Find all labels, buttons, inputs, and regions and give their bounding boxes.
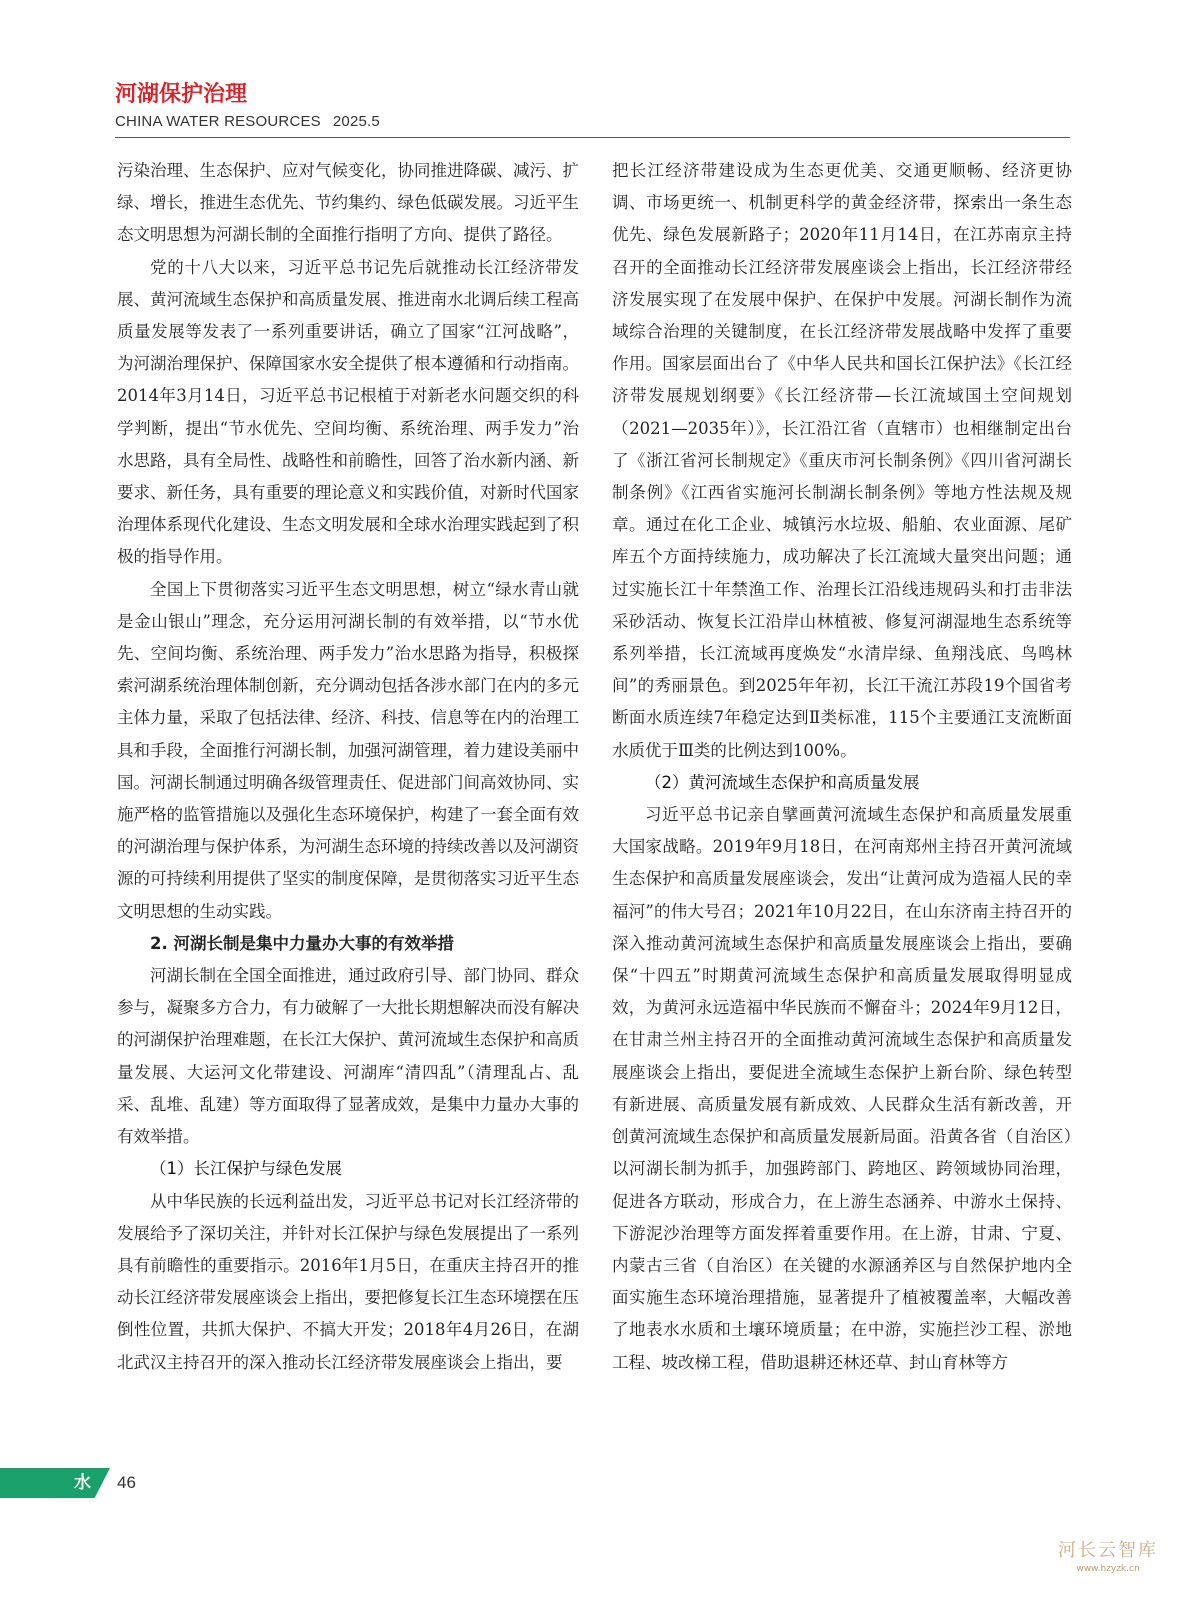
subsection-heading: （2）黄河流域生态保护和高质量发展	[645, 772, 920, 792]
footer-water-char: 水	[74, 1473, 91, 1493]
footer-green-tab	[0, 1468, 110, 1498]
page-header	[115, 80, 1070, 130]
watermark-title: 河长云智库	[1058, 1540, 1158, 1561]
paragraph: 全国上下贯彻落实习近平生态文明思想，树立“绿水青山就是金山银山”理念，充分运用河湖长制的有效举措，以“节水优先、空间均衡、系统治理、两手发力”治水思路为指导，积极探索河湖系统治理体制创新，充分调动包括各涉水部门在内的多元主体力量，采取了包括法律、经济、科技、信息等在内的治理工具和手段，全面推行河湖长制，加强河湖管理，着力建设美丽中国。河湖长制通过明确各级管理责任、促进部门间高效协同、实施严格的监管措施以及强化生态环境保护，构建了一套全面有效的河湖治理与保护体系，为河湖生态环境的持续改善以及河湖资源的可持续利用提供了坚实的制度保障，是贯彻落实习近平生态文明思想的生动实践。	[117, 579, 579, 921]
subsection-heading: （1）长江保护与绿色发展	[150, 1159, 342, 1179]
paragraph: 河湖长制在全国全面推进，通过政府引导、部门协同、群众参与，凝聚多方合力，有力破解了一大批长期想解决而没有解决的河湖保护治理难题，在长江大保护、黄河流域生态保护和高质量发展、大运河文化带建设、河湖库“清四乱”（清理乱占、乱采、乱堆、乱建）等方面取得了显著成效，是集中力量办大事的有效举措。	[117, 966, 579, 1147]
right-column	[612, 155, 1072, 1445]
watermark-url: www.hzyzk.cn	[1076, 1564, 1140, 1574]
paragraph: 党的十八大以来，习近平总书记先后就推动长江经济带发展、黄河流域生态保护和高质量发展、推进南水北调后续工程高质量发展等发表了一系列重要讲话，确立了国家“江河战略”，为河湖治理保护、保障国家水安全提供了根本遵循和行动指南。2014年3月14日，习近平总书记根植于对新老水问题交织的科学判断，提出“节水优先、空间均衡、系统治理、两手发力”治水思路，具有全局性、战略性和前瞻性，回答了治水新内涵、新要求、新任务，具有重要的理论意义和实践价值，对新时代国家治理体系现代化建设、生态文明发展和全球水治理实践起到了积极的指导作用。	[117, 257, 579, 567]
page-number: 46	[117, 1473, 136, 1492]
paragraph: 把长江经济带建设成为生态更优美、交通更顺畅、经济更协调、市场更统一、机制更科学的黄金经济带，探索出一条生态优先、绿色发展新路子；2020年11月14日，在江苏南京主持召开的全面推动长江经济带发展座谈会上指出，长江经济带经济发展实现了在发展中保护、在保护中发展。河湖长制作为流域综合治理的关键制度，在长江经济带发展战略中发挥了重要作用。国家层面出台了《中华人民共和国长江保护法》《长江经济带发展规划纲要》《长江经济带—长江流域国土空间规划（2021—2035年）》，长江沿江省（直辖市）也相继制定出台了《浙江省河长制规定》《重庆市河长制条例》《四川省河湖长制条例》《江西省实施河长制湖长制条例》等地方性法规及规章。通过在化工企业、城镇污水垃圾、船舶、农业面源、尾矿库五个方面持续施力，成功解决了长江流域大量突出问题；通过实施长江十年禁渔工作、治理长江沿线违规码头和打击非法采砂活动、恢复长江沿岸山林植被、修复河湖湿地生态系统等系列举措，长江流域再度焕发“水清岸绿、鱼翔浅底、鸟鸣林间”的秀丽景色。到2025年年初，长江干流江苏段19个国省考断面水质连续7年稳定达到Ⅱ类标准，115个主要通江支流断面水质优于Ⅲ类的比例达到100%。	[612, 161, 1072, 760]
section-heading: 2. 河湖长制是集中力量办大事的有效举措	[150, 933, 454, 953]
section-title: 河湖保护治理	[115, 82, 248, 107]
left-column	[117, 155, 579, 1445]
paragraph: 从中华民族的长远利益出发，习近平总书记对长江经济带的发展给予了深切关注，并针对长江保护与绿色发展提出了一系列具有前瞻性的重要指示。2016年1月5日，在重庆主持召开的推动长江经济带发展座谈会上指出，要把修复长江生态环境摆在压倒性位置，共抓大保护、不搞大开发；2018年4月26日，在湖北武汉主持召开的深入推动长江经济带发展座谈会上指出，要	[117, 1191, 579, 1372]
journal-line	[115, 113, 1070, 130]
paragraph: 习近平总书记亲自擘画黄河流域生态保护和高质量发展重大国家战略。2019年9月18日，在河南郑州主持召开黄河流域生态保护和高质量发展座谈会，发出“让黄河成为造福人民的幸福河”的伟大号召；2021年10月22日，在山东济南主持召开的深入推动黄河流域生态保护和高质量发展座谈会上指出，要确保“十四五”时期黄河流域生态保护和高质量发展取得明显成效，为黄河永远造福中华民族而不懈奋斗；2024年9月12日，在甘肃兰州主持召开的全面推动黄河流域生态保护和高质量发展座谈会上指出，要促进全流域生态保护上新台阶、绿色转型有新进展、高质量发展有新成效、人民群众生活有新改善，开创黄河流域生态保护和高质量发展新局面。沿黄各省（自治区）以河湖长制为抓手，加强跨部门、跨地区、跨领域协同治理，促进各方联动，形成合力，在上游生态涵养、中游水土保持、下游泥沙治理等方面发挥着重要作用。在上游，甘肃、宁夏、内蒙古三省（自治区）在关键的水源涵养区与自然保护地内全面实施生态环境治理措施，显著提升了植被覆盖率，大幅改善了地表水水质和土壤环境质量；在中游，实施拦沙工程、淤地工程、坡改梯工程，借助退耕还林还草、封山育林等方	[612, 805, 1072, 1372]
header-divider	[115, 137, 1070, 138]
watermark	[1058, 1540, 1158, 1576]
issue-number: 2025.5	[332, 113, 380, 130]
journal-name: CHINA WATER RESOURCES	[115, 113, 321, 130]
paragraph: 污染治理、生态保护、应对气候变化，协同推进降碳、减污、扩绿、增长，推进生态优先、节约集约、绿色低碳发展。习近平生态文明思想为河湖长制的全面推行指明了方向、提供了路径。	[117, 161, 579, 245]
